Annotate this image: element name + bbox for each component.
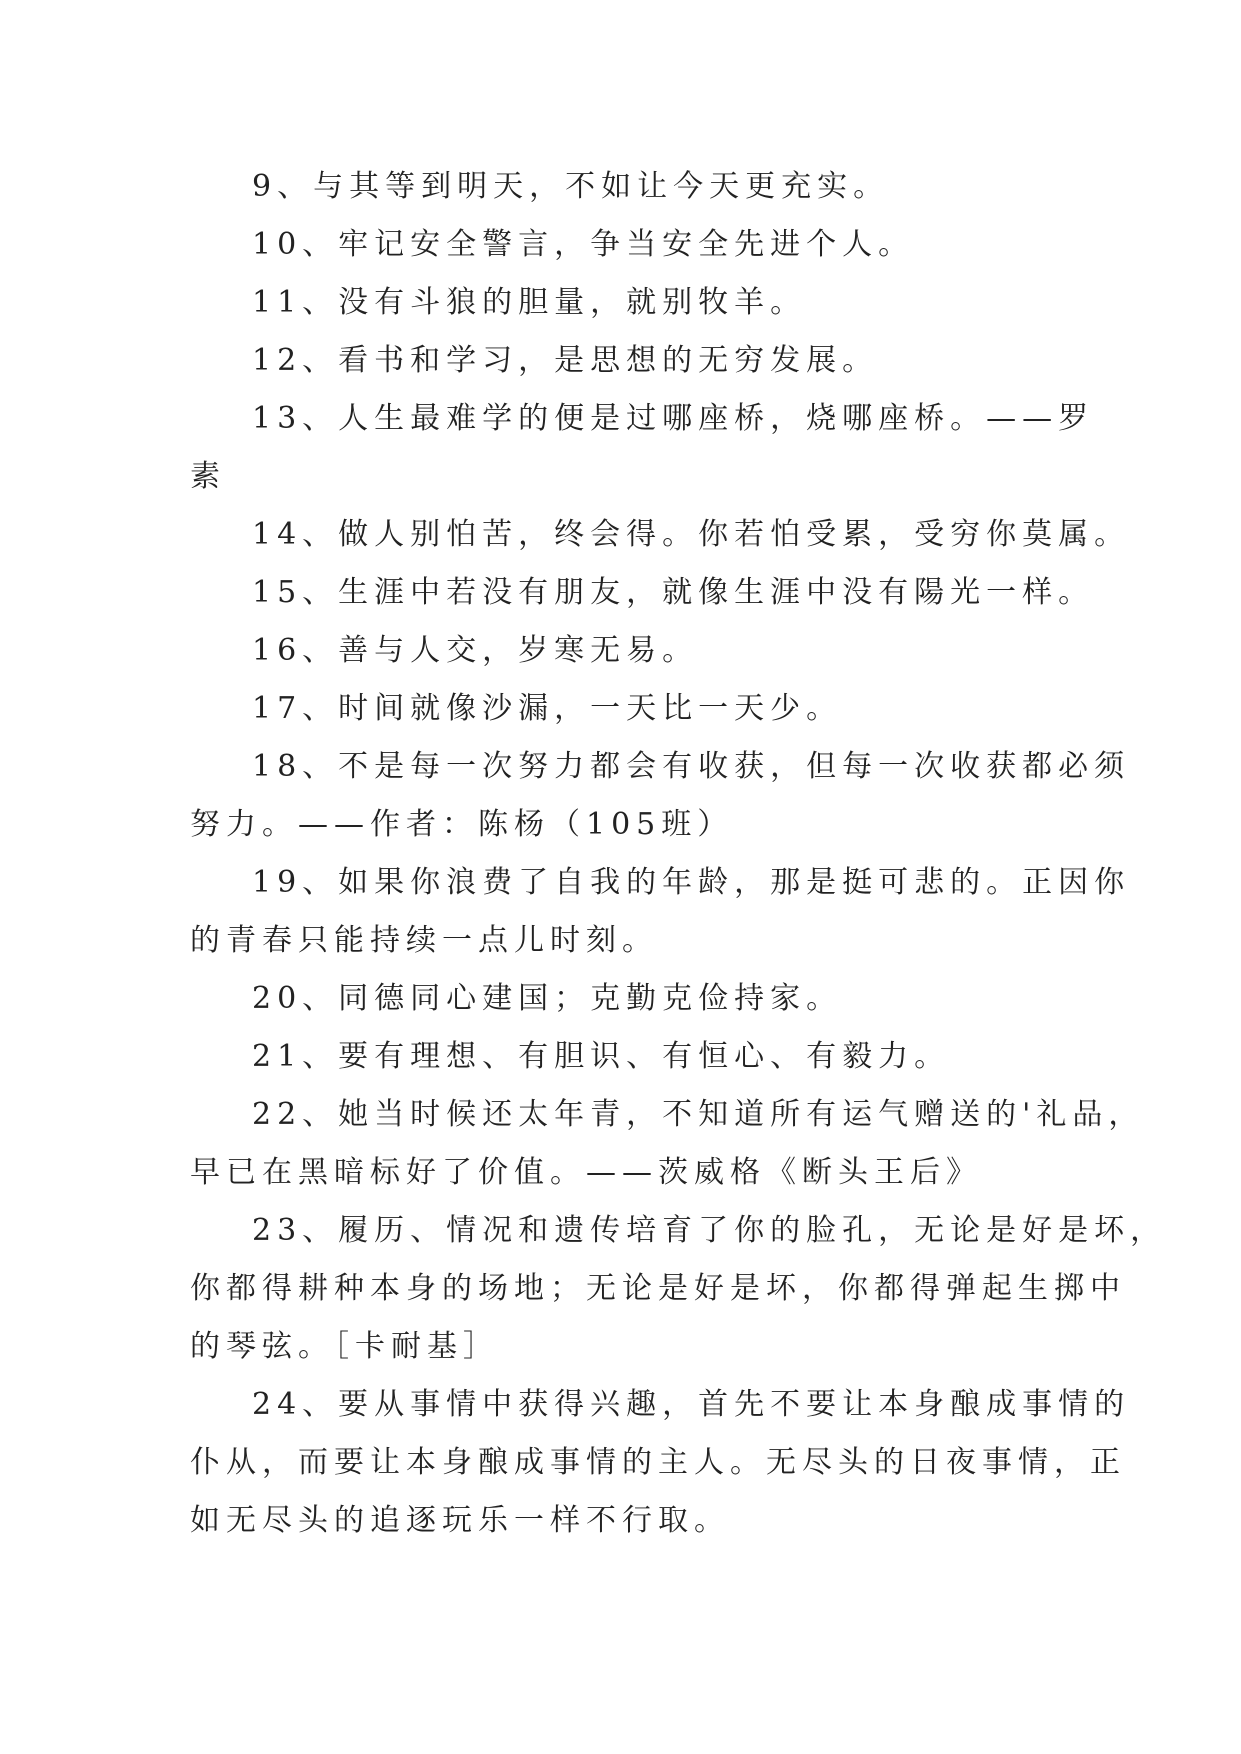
quote-line: 21、要有理想、有胆识、有恒心、有毅力。 bbox=[252, 1039, 951, 1074]
quote-continuation-line: 的青春只能持续一点儿时刻。 bbox=[190, 923, 658, 958]
quote-line: 13、人生最难学的便是过哪座桥，烧哪座桥。——罗 bbox=[252, 401, 1095, 436]
quote-line: 14、做人别怕苦，终会得。你若怕受累，受穷你莫属。 bbox=[252, 517, 1131, 552]
quote-line: 22、她当时候还太年青，不知道所有运气赠送的'礼品， bbox=[252, 1097, 1145, 1132]
quote-continuation-line: 你都得耕种本身的场地；无论是好是坏，你都得弹起生掷中 bbox=[190, 1271, 1126, 1306]
quote-continuation-line: 的琴弦。［卡耐基］ bbox=[190, 1329, 499, 1364]
quote-line: 20、同德同心建国；克勤克俭持家。 bbox=[252, 981, 843, 1016]
quote-line: 12、看书和学习，是思想的无穷发展。 bbox=[252, 343, 879, 378]
quote-line: 19、如果你浪费了自我的年龄，那是挺可悲的。正因你 bbox=[252, 865, 1131, 900]
quote-line: 23、履历、情况和遗传培育了你的脸孔，无论是好是坏， bbox=[252, 1213, 1167, 1248]
quote-continuation-line: 如无尽头的追逐玩乐一样不行取。 bbox=[190, 1503, 730, 1538]
quote-line: 11、没有斗狼的胆量，就别牧羊。 bbox=[252, 285, 807, 320]
quote-line: 17、时间就像沙漏，一天比一天少。 bbox=[252, 691, 843, 726]
quote-line: 18、不是每一次努力都会有收获，但每一次收获都必须 bbox=[252, 749, 1131, 784]
quote-line: 10、牢记安全警言，争当安全先进个人。 bbox=[252, 227, 915, 262]
quote-line: 9、与其等到明天，不如让今天更充实。 bbox=[252, 169, 890, 204]
quote-line: 15、生涯中若没有朋友，就像生涯中没有陽光一样。 bbox=[252, 575, 1095, 610]
quote-list bbox=[190, 158, 1167, 1550]
quote-continuation-line: 早已在黑暗标好了价值。——茨威格《断头王后》 bbox=[190, 1155, 982, 1190]
quote-line: 24、要从事情中获得兴趣，首先不要让本身酿成事情的 bbox=[252, 1387, 1131, 1422]
quote-continuation-line: 仆从，而要让本身酿成事情的主人。无尽头的日夜事情，正 bbox=[190, 1445, 1126, 1480]
quote-continuation-line: 努力。——作者：陈杨（105班） bbox=[190, 807, 734, 842]
quote-line: 16、善与人交，岁寒无易。 bbox=[252, 633, 699, 668]
quote-continuation-line: 素 bbox=[190, 459, 226, 494]
